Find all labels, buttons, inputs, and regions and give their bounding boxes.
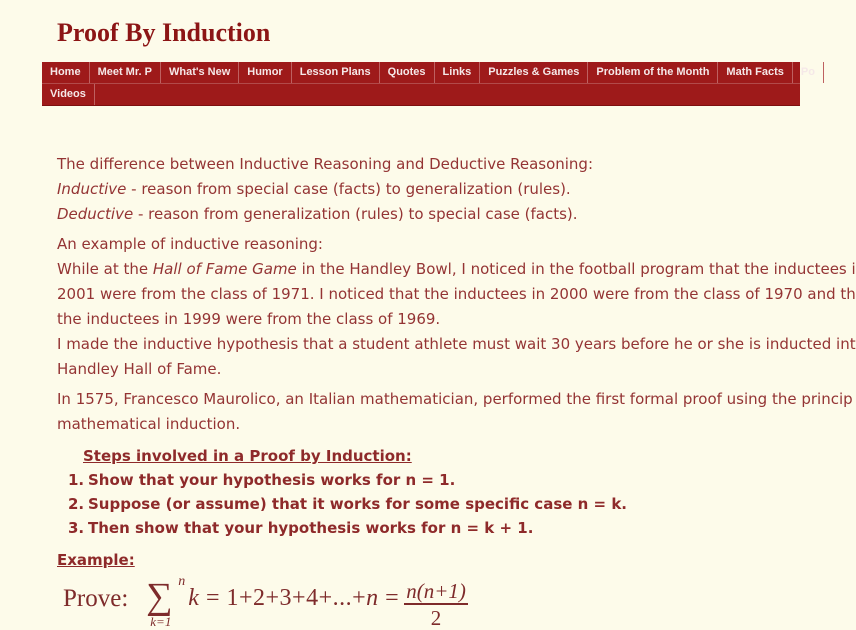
summation-symbol [146,574,186,629]
series-chain: = 1+2+3+4+...+ [199,585,367,611]
nav-item-puzzles-games[interactable]: Puzzles & Games [480,62,588,83]
example-line-2-post: in the Handley Bowl, I noticed in the football program that the inductees i [296,260,856,278]
deductive-term: Deductive [57,205,134,223]
example-line-2 [57,257,856,282]
nav-filler [95,84,800,105]
nav-item-home[interactable]: Home [42,62,90,83]
example-line-3: 2001 were from the class of 1971. I noticed that the inductees in 2000 were from the class of 1970 and th [57,285,856,303]
page-title: Proof By Induction [57,18,271,47]
deductive-definition: - reason from generalization (rules) to special case (facts). [133,205,578,223]
inductive-term: Inductive [57,180,127,198]
nav-item-whats-new[interactable]: What's New [161,62,239,83]
nav-item-lesson-plans[interactable]: Lesson Plans [292,62,380,83]
maurolico-paragraph [57,387,853,437]
step-item-2 [57,492,800,516]
nav-item-videos[interactable]: Videos [42,84,95,105]
content [57,152,856,571]
nav-item-math-facts[interactable]: Math Facts [718,62,792,83]
fraction-denominator: 2 [430,606,442,630]
n-variable: n [366,585,379,611]
nav-item-links[interactable]: Links [435,62,481,83]
prove-formula [63,574,468,630]
step-text: Show that your hypothesis works for n = 1. [88,471,456,489]
intro-paragraph [57,152,800,227]
step-item-3 [57,516,800,540]
sigma-icon: ∑ [146,576,173,617]
inductive-definition: - reason from special case (facts) to generalization (rules). [126,180,571,198]
main-nav [42,62,815,106]
nav-item-humor[interactable]: Humor [239,62,291,83]
intro-line-2 [57,177,800,202]
nav-item-problem-of-the-month[interactable]: Problem of the Month [588,62,718,83]
intro-line-1: The difference between Inductive Reasoning and Deductive Reasoning: [57,155,594,173]
steps-heading: Steps involved in a Proof by Induction: [83,447,412,465]
example-line-4: the inductees in 1999 were from the class of 1969. [57,310,441,328]
example-line-2-pre: While at the [57,260,153,278]
k-variable: k [188,585,200,611]
nav-item-meet-mr-p[interactable]: Meet Mr. P [90,62,161,83]
step-number: 2. [68,495,85,513]
nav-item-quotes[interactable]: Quotes [380,62,435,83]
step-number: 3. [68,519,85,537]
inductive-example-paragraph [57,232,856,382]
nav-item-truncated-po[interactable]: Po [793,62,824,83]
example-line-5: I made the inductive hypothesis that a student athlete must wait 30 years before he or she is inducted int [57,335,856,353]
step-number: 1. [68,471,85,489]
example-heading: Example: [57,551,135,569]
example-line-1: An example of inductive reasoning: [57,235,323,253]
prove-label: Prove: [63,585,129,612]
nav-row-1 [42,62,815,83]
maurolico-line-2: mathematical induction. [57,415,241,433]
hall-of-fame-game-term: Hall of Fame Game [152,260,297,278]
example-line-6: Handley Hall of Fame. [57,360,222,378]
fraction-numerator: n(n+1) [406,579,466,603]
step-text: Then show that your hypothesis works for n = k + 1. [88,519,534,537]
intro-line-3 [57,202,800,227]
sigma-upper-limit: n [178,574,186,589]
sigma-lower-limit: k=1 [150,614,172,629]
step-text: Suppose (or assume) that it works for some specific case n = k. [88,495,628,513]
series-expression [188,578,399,612]
maurolico-line-1: In 1575, Francesco Maurolico, an Italian mathematician, performed the first formal proof using the princip [57,390,853,408]
nav-row-2 [42,83,800,105]
fraction [404,578,468,629]
steps-section [57,444,800,540]
step-item-1 [57,468,800,492]
equals-sign: = [378,585,400,611]
